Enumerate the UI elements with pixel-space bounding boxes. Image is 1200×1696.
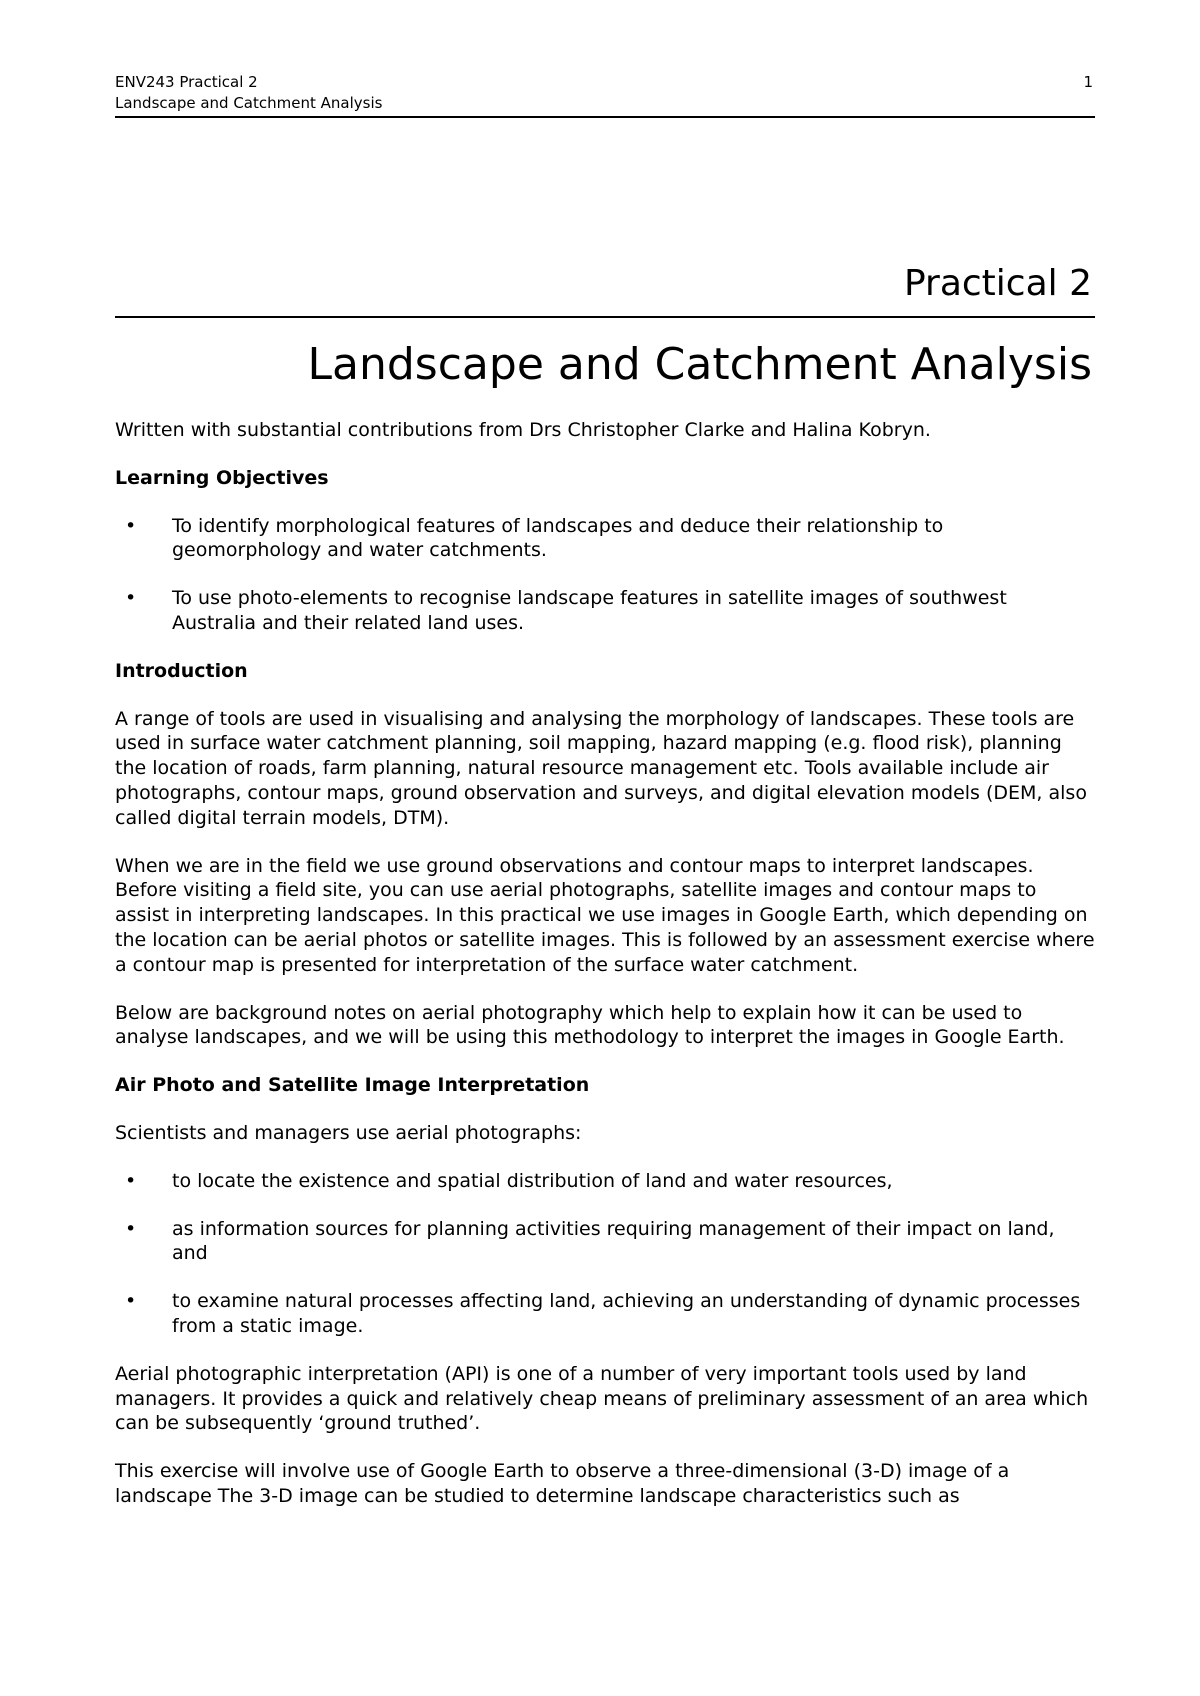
list-item-text: To identify morphological features of landscapes and deduce their relationship to geomorphology and water catchments. bbox=[172, 514, 944, 562]
header-course: ENV243 Practical 2 bbox=[115, 73, 258, 91]
page-number: 1 bbox=[1083, 73, 1093, 91]
paragraph: Aerial photographic interpretation (API) is one of a number of very important tools used by land managers. It provides a quick and relatively cheap means of preliminary assessment of an area which can be subsequently ‘ground truthed’. bbox=[115, 1362, 1089, 1435]
list-item-text: To use photo-elements to recognise landscape features in satellite images of southwest Australia and their related land uses. bbox=[172, 587, 1007, 634]
list-item bbox=[115, 514, 1095, 564]
bullet-icon: • bbox=[125, 1290, 137, 1313]
paragraph: Scientists and managers use aerial photographs: bbox=[115, 1121, 582, 1144]
paragraph: When we are in the field we use ground observations and contour maps to interpret landscapes. Before visiting a field site, you can use aerial photographs, satellite images and contour maps to assist in interpreting landscapes. In this practical we use images in Google Earth, which depending on the location can be aerial photos or satellite images. This is followed by an assessment exercise where a contour map is presented for interpretation of the surface water catchment. bbox=[115, 854, 1095, 976]
uses-list bbox=[115, 1169, 1095, 1339]
objectives-list bbox=[115, 514, 1095, 636]
list-item bbox=[115, 1169, 1095, 1194]
list-item-text: as information sources for planning activities requiring management of their impact on land, and bbox=[172, 1217, 1055, 1265]
header-subtitle: Landscape and Catchment Analysis bbox=[115, 94, 383, 112]
paragraph: Below are background notes on aerial photography which help to explain how it can be used to analyse landscapes, and we will be using this methodology to interpret the images in Google Earth. bbox=[115, 1001, 1065, 1049]
list-item-text: to examine natural processes affecting land, achieving an understanding of dynamic processes from a static image. bbox=[172, 1290, 1081, 1337]
practical-number: Practical 2 bbox=[115, 262, 1095, 318]
running-header bbox=[115, 72, 1095, 118]
paragraph: This exercise will involve use of Google Earth to observe a three-dimensional (3-D) image of a landscape The 3-D image can be studied to determine landscape characteristics such as bbox=[115, 1460, 1010, 1507]
bullet-icon: • bbox=[125, 1217, 137, 1240]
title-block bbox=[115, 262, 1095, 392]
document-body bbox=[115, 418, 1095, 1532]
heading-introduction: Introduction bbox=[115, 659, 248, 682]
bullet-icon: • bbox=[125, 587, 137, 610]
list-item-text: to locate the existence and spatial distribution of land and water resources, bbox=[172, 1169, 893, 1192]
page-title: Landscape and Catchment Analysis bbox=[307, 339, 1092, 390]
bullet-icon: • bbox=[125, 1169, 137, 1192]
paragraph: A range of tools are used in visualising and analysing the morphology of landscapes. These tools are used in surface water catchment planning, soil mapping, hazard mapping (e.g. flood risk), planning the location of roads, farm planning, natural resource management etc. Tools available include air photographs, contour maps, ground observation and surveys, and digital elevation models (DEM, also called digital terrain models, DTM). bbox=[115, 707, 1087, 829]
list-item bbox=[115, 1289, 1095, 1339]
byline: Written with substantial contributions from Drs Christopher Clarke and Halina Kobryn. bbox=[115, 419, 931, 441]
heading-learning-objectives: Learning Objectives bbox=[115, 466, 329, 489]
list-item bbox=[115, 586, 1095, 636]
heading-air-photo: Air Photo and Satellite Image Interpretation bbox=[115, 1074, 590, 1097]
list-item bbox=[115, 1217, 1095, 1267]
bullet-icon: • bbox=[125, 514, 137, 537]
